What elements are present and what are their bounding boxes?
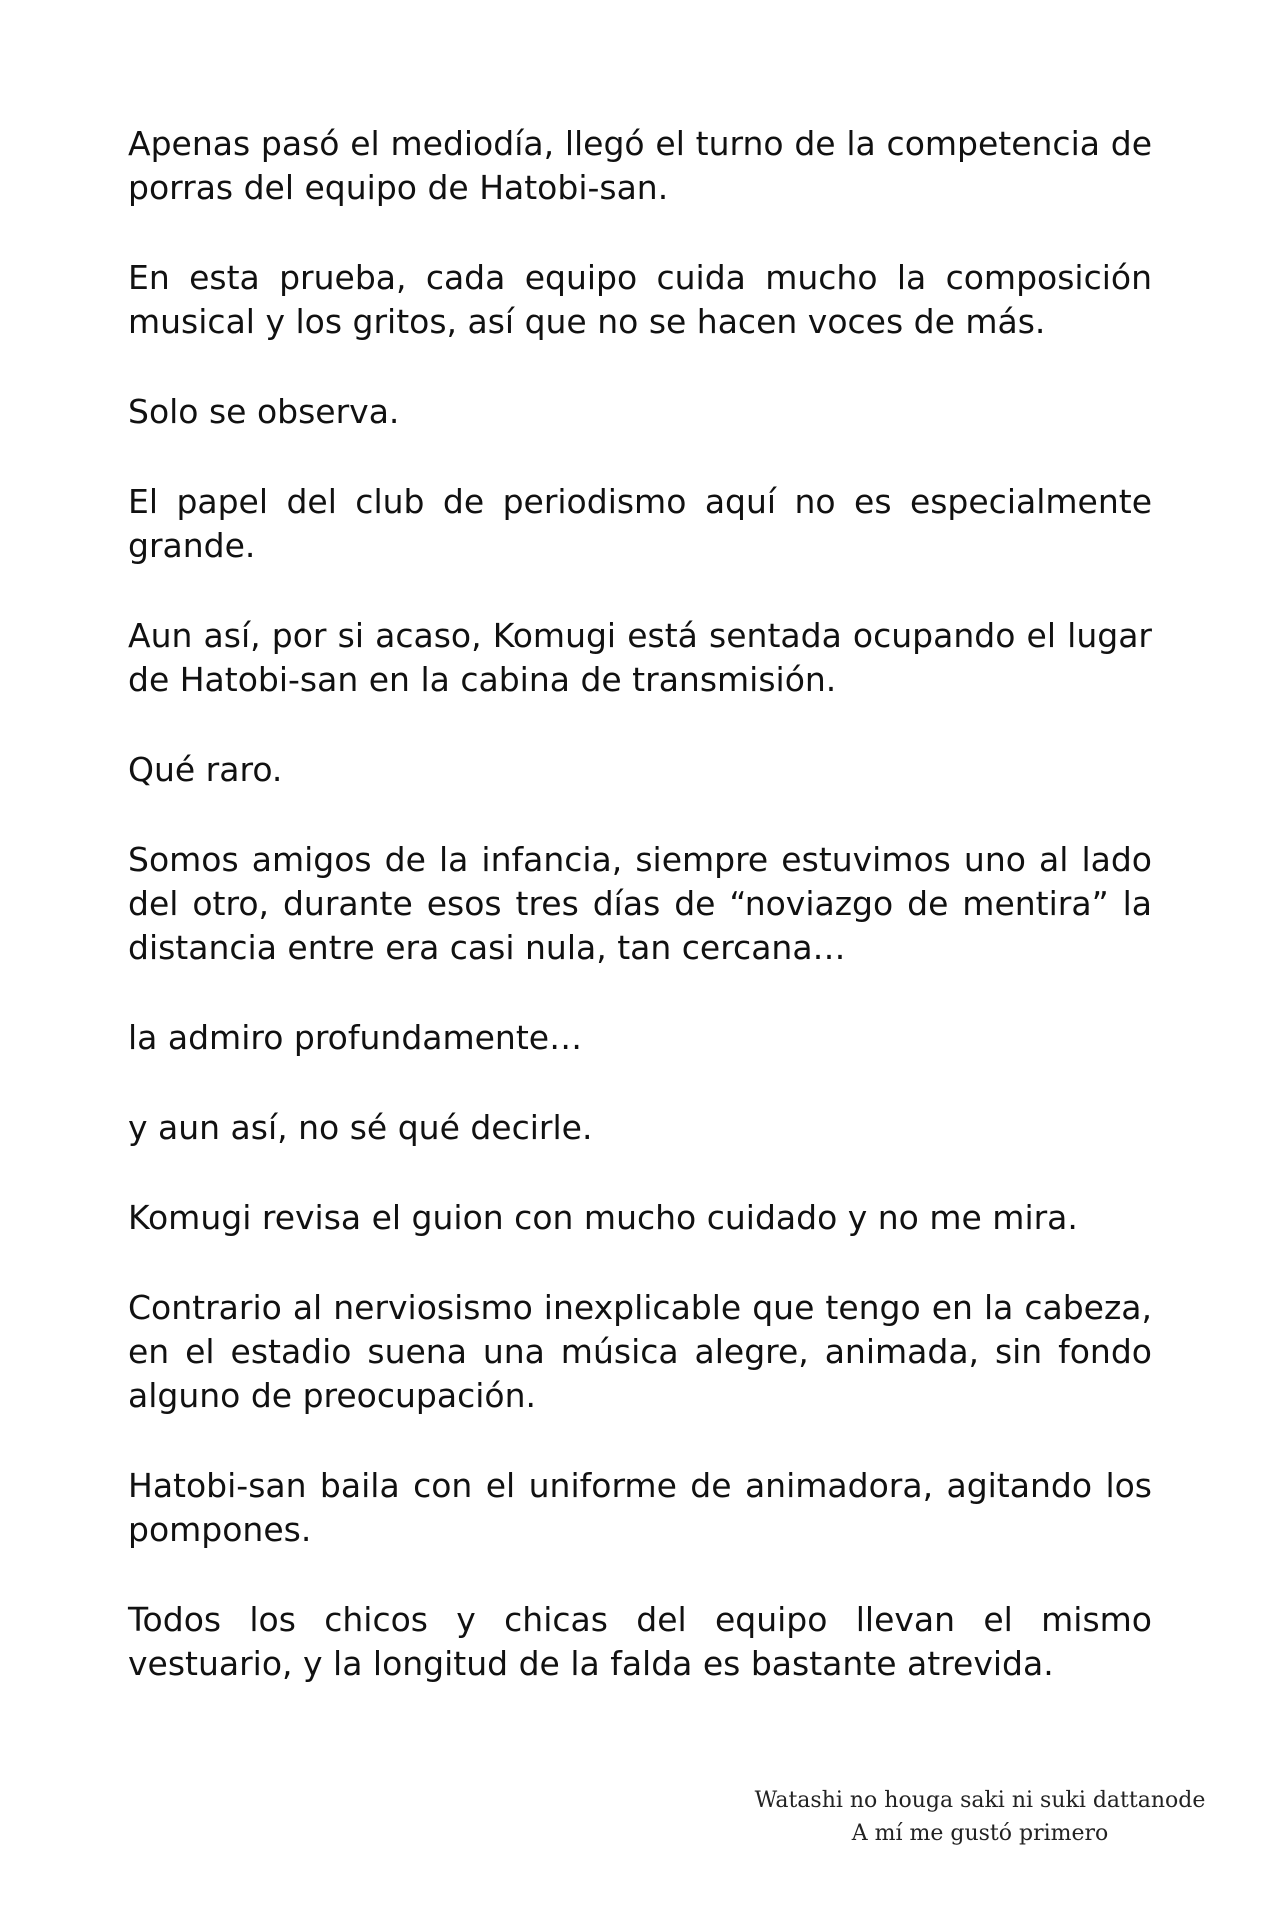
paragraph: Komugi revisa el guion con mucho cuidado y no me mira. bbox=[128, 1198, 1078, 1237]
paragraph: Solo se observa. bbox=[128, 392, 400, 431]
paragraph: Contrario al nerviosismo inexplicable que tengo en la cabeza, en el estadio suena una música alegre, animada, sin fondo alguno de preocupación. bbox=[128, 1288, 1152, 1415]
paragraph: y aun así, no sé qué decirle. bbox=[128, 1108, 593, 1147]
paragraph: Todos los chicos y chicas del equipo llevan el mismo vestuario, y la longitud de la falda es bastante atrevida. bbox=[128, 1600, 1152, 1683]
body-text bbox=[128, 122, 1152, 1686]
paragraph: En esta prueba, cada equipo cuida mucho la composición musical y los gritos, así que no se hacen voces de más. bbox=[128, 258, 1152, 341]
paragraph: la admiro profundamente… bbox=[128, 1018, 583, 1057]
paragraph: Somos amigos de la infancia, siempre estuvimos uno al lado del otro, durante esos tres días de “noviazgo de mentira” la distancia entre era casi nula, tan cercana… bbox=[128, 840, 1152, 967]
paragraph: El papel del club de periodismo aquí no es especialmente grande. bbox=[128, 482, 1152, 565]
page-footer bbox=[700, 1784, 1260, 1850]
footer-title: Watashi no houga saki ni suki dattanode bbox=[754, 1788, 1206, 1813]
paragraph: Aun así, por si acaso, Komugi está sentada ocupando el lugar de Hatobi-san en la cabina de transmisión. bbox=[128, 616, 1152, 699]
paragraph: Apenas pasó el mediodía, llegó el turno de la competencia de porras del equipo de Hatobi-san. bbox=[128, 124, 1152, 207]
paragraph: Qué raro. bbox=[128, 750, 283, 789]
footer-subtitle: A mí me gustó primero bbox=[851, 1821, 1109, 1846]
paragraph: Hatobi-san baila con el uniforme de animadora, agitando los pompones. bbox=[128, 1466, 1152, 1549]
